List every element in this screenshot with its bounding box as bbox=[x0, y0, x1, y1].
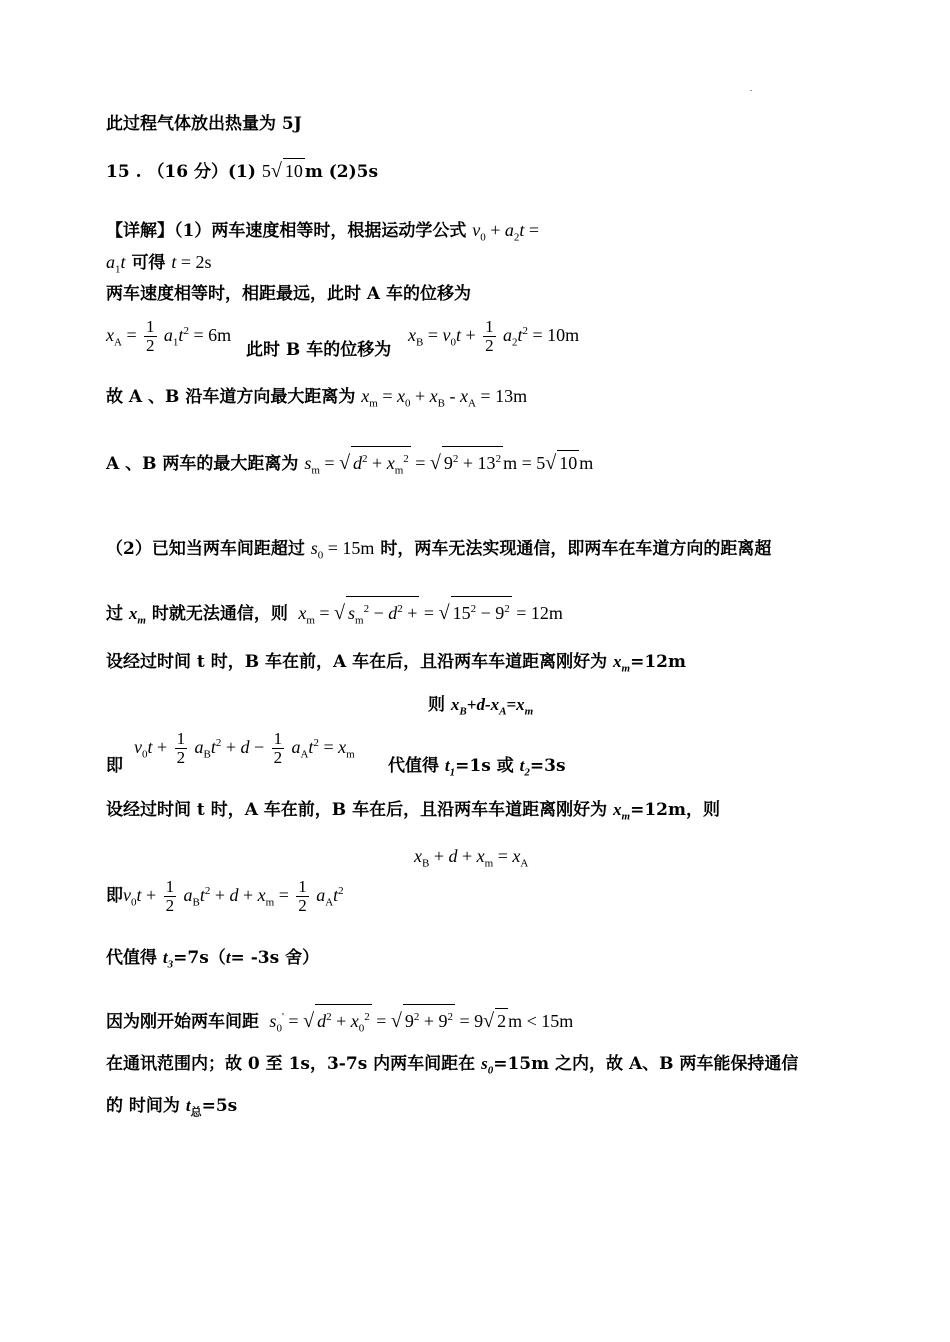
case1-equation: $v_0t$ + $\frac{1}{2}$ $a_Bt^2 + d$ − $\frac{1}{2}$ $a_At^2 = x_m$ bbox=[134, 729, 355, 767]
case2-relation: $x_B + d + x_m = x_A$ bbox=[414, 846, 529, 870]
part2-line-2: 过 $x_m$ 时就无法通信，则 $x_m$ = √ $s_m^2 - d^2$ + = √ $15^2 - 9^2 = 12m$ bbox=[106, 596, 563, 633]
line-heat: 此过程气体放出热量为 5J bbox=[106, 114, 302, 134]
range-line-2: 的 时间为 $t_总=5s$ bbox=[106, 1096, 238, 1119]
detail-line-2: $a_1t$ 可得 t = 2s bbox=[106, 252, 212, 276]
displacement-a-formula: $x_A$ = $\frac{1}{2}$ $a_1t^2 = 6m$ bbox=[106, 317, 232, 355]
line-max-distance: A 、B 两车的最大距离为 $s_m$ = √ $d^2 + x_m^2$ = √ $9^2 + 13^2$ m = 5√ 10 m bbox=[106, 446, 593, 483]
case1-result: 代值得 $t_1=1s$ 或 $t_2=3s$ bbox=[388, 756, 566, 779]
detail-line: 【详解】（1）两车速度相等时，根据运动学公式 $v_0 + a_2t$ = bbox=[106, 220, 540, 244]
line-max-direction: 故 A 、B 沿车道方向最大距离为 $x_m = x_0 + x_B - x_A = 13m$ bbox=[106, 386, 528, 410]
question-15-header: 15 . （16 分）(1) 5√ 10 m (2)5s bbox=[106, 160, 379, 182]
initial-distance-line: 因为刚开始两车间距 $s_0'$ = √ $d^2 + x_0^2$ = √ $9^2 + 9^2 = 9√$ 2 m < 15m bbox=[106, 1004, 573, 1041]
displacement-b-formula: $x_B = v_0t$ + $\frac{1}{2}$ $a_2t^2 = 10m$ bbox=[408, 317, 580, 355]
speck bbox=[750, 90, 752, 91]
case2-result: 代值得 $t_3=7s(t= -3s$ 舍） bbox=[106, 948, 320, 971]
line-equal-speed: 两车速度相等时，相距最远，此时 A 车的位移为 bbox=[106, 284, 472, 304]
case2-line: 设经过时间 t 时，A 车在前，B 车在后，且沿两车车道距离刚好为 $x_m=12m$，则 bbox=[106, 800, 720, 823]
range-line-1: 在通讯范围内；故 0 至 1s，3-7s 内两车间距在 $s_0=15m$ 之内，故 A、B 两车能保持通信 bbox=[106, 1054, 799, 1077]
case1-relation: 则 $x_B+d-x_A=x_m$ bbox=[428, 695, 534, 718]
case2-equation: 即$v_0t$ + $\frac{1}{2}$ $a_Bt^2 + d + x_m$ = $\frac{1}{2}$ $a_At^2$ bbox=[106, 877, 344, 915]
part2-line-1: （2）已知当两车间距超过 $s_0 = 15m$ 时，两车无法实现通信，即两车在车道方向的距离超 bbox=[106, 538, 772, 562]
case1-line: 设经过时间 t 时，B 车在前，A 车在后，且沿两车车道距离刚好为 $x_m=12m$ bbox=[106, 652, 686, 675]
ji-label-1: 即 bbox=[106, 756, 123, 776]
line-b-displacement: 此时 B 车的位移为 bbox=[246, 340, 392, 360]
